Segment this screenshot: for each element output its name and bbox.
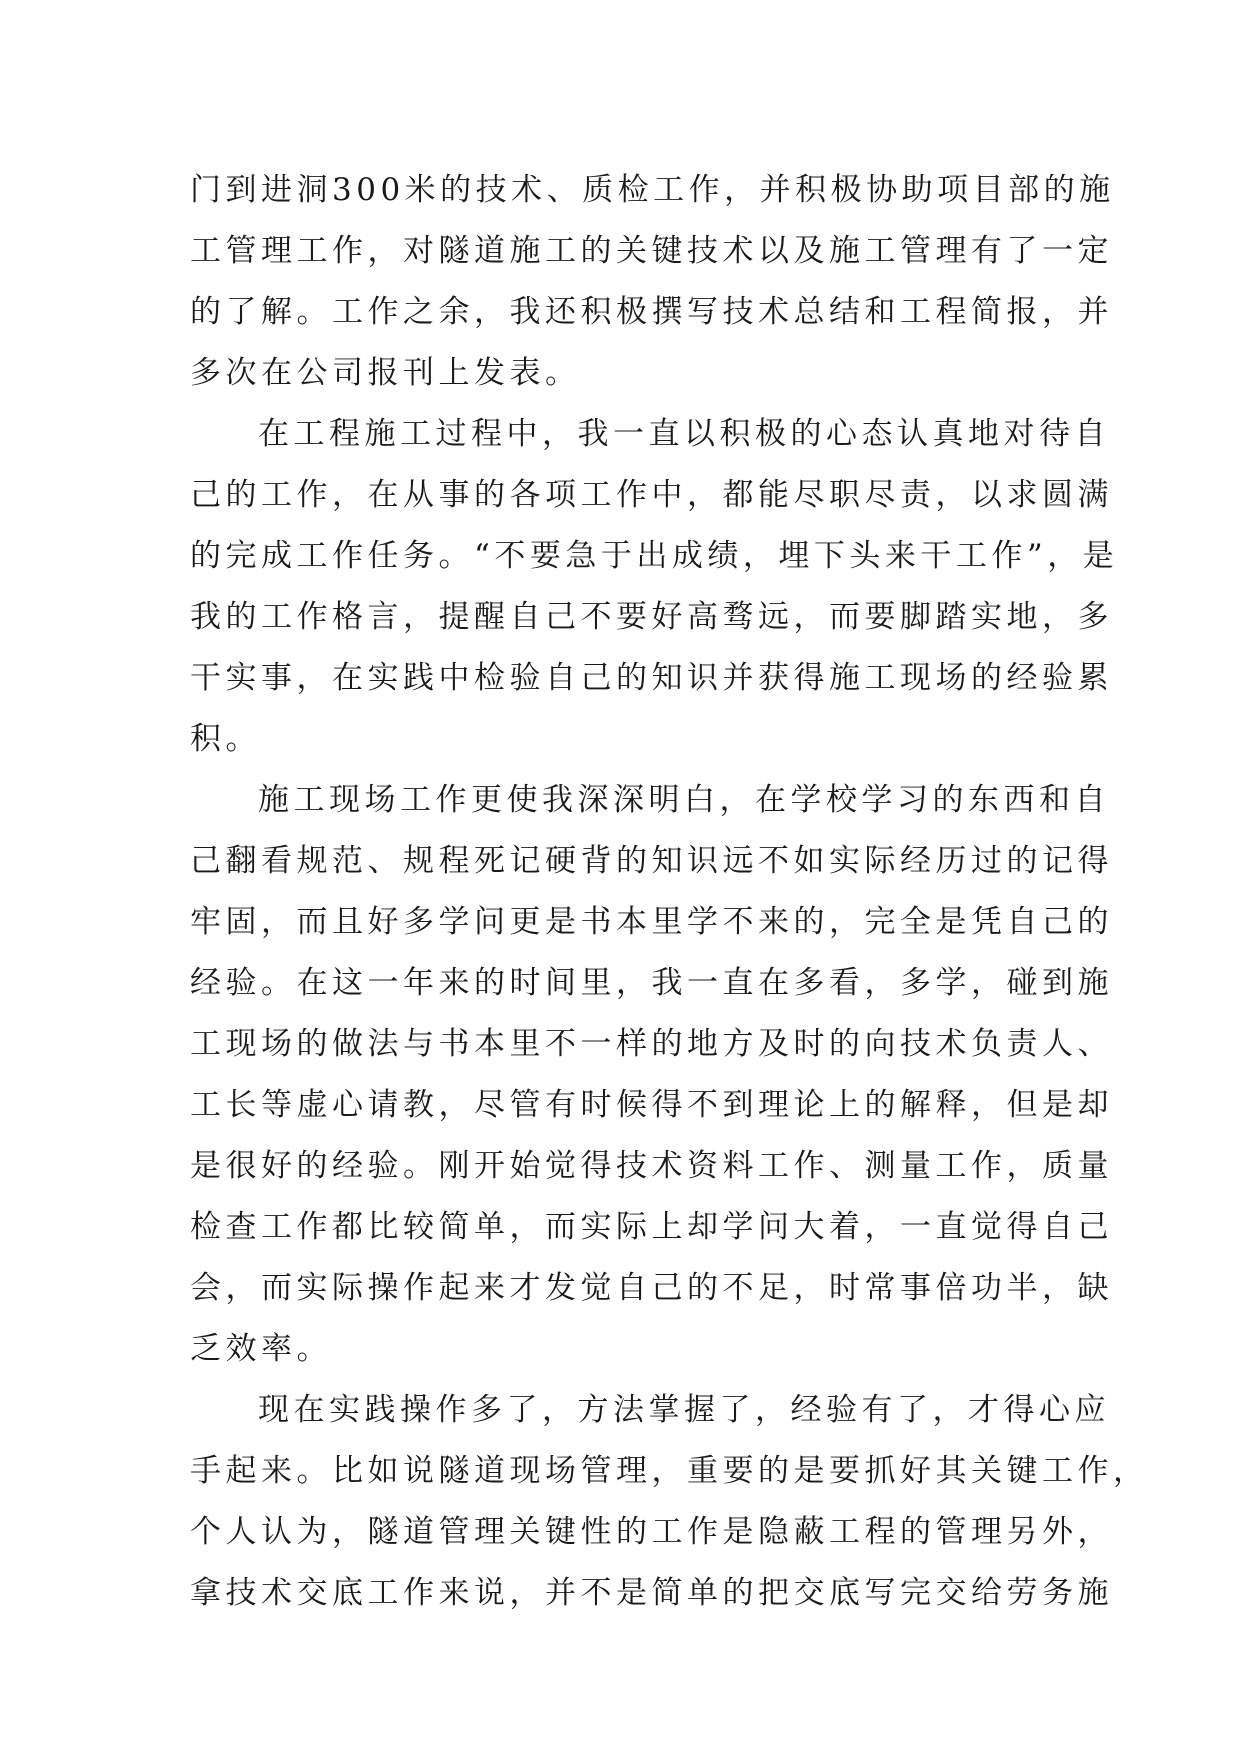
text-line: 己的工作，在从事的各项工作中，都能尽职尽责，以求圆满 — [190, 477, 1113, 513]
text-line: 积。 — [190, 721, 261, 757]
text-line: 工现场的做法与书本里不一样的地方及时的向技术负责人、 — [190, 1026, 1113, 1062]
text-line: 手起来。比如说隧道现场管理，重要的是要抓好其关键工作， — [190, 1453, 1149, 1489]
body-text — [190, 160, 1149, 1624]
text-line: 乏效率。 — [190, 1331, 332, 1367]
text-line: 的完成工作任务。“不要急于出成绩，埋下头来干工作”，是 — [190, 538, 1119, 574]
text-line: 己翻看规范、规程死记硬背的知识远不如实际经历过的记得 — [190, 843, 1113, 879]
text-line: 拿技术交底工作来说，并不是简单的把交底写完交给劳务施 — [190, 1575, 1113, 1611]
text-line: 干实事，在实践中检验自己的知识并获得施工现场的经验累 — [190, 660, 1113, 696]
text-line: 工长等虚心请教，尽管有时候得不到理论上的解释，但是却 — [190, 1087, 1113, 1123]
text-line: 牢固，而且好多学问更是书本里学不来的，完全是凭自己的 — [190, 904, 1113, 940]
text-line: 会，而实际操作起来才发觉自己的不足，时常事倍功半，缺 — [190, 1270, 1113, 1306]
paragraph-first-line: 现在实践操作多了，方法掌握了，经验有了，才得心应 — [258, 1392, 1110, 1428]
text-line: 个人认为，隧道管理关键性的工作是隐蔽工程的管理另外， — [190, 1514, 1113, 1550]
text-line: 工管理工作，对隧道施工的关键技术以及施工管理有了一定 — [190, 233, 1113, 269]
text-line: 经验。在这一年来的时间里，我一直在多看，多学，碰到施 — [190, 965, 1113, 1001]
text-line: 门到进洞300米的技术、质检工作，并积极协助项目部的施 — [190, 172, 1115, 208]
text-line: 我的工作格言，提醒自己不要好高骛远，而要脚踏实地，多 — [190, 599, 1113, 635]
text-line: 是很好的经验。刚开始觉得技术资料工作、测量工作，质量 — [190, 1148, 1113, 1184]
text-line: 检查工作都比较简单，而实际上却学问大着，一直觉得自己 — [190, 1209, 1113, 1245]
paragraph-first-line: 施工现场工作更使我深深明白，在学校学习的东西和自 — [258, 782, 1110, 818]
text-line: 的了解。工作之余，我还积极撰写技术总结和工程简报，并 — [190, 294, 1113, 330]
text-line: 多次在公司报刊上发表。 — [190, 355, 581, 391]
paragraph-first-line: 在工程施工过程中，我一直以积极的心态认真地对待自 — [258, 416, 1110, 452]
